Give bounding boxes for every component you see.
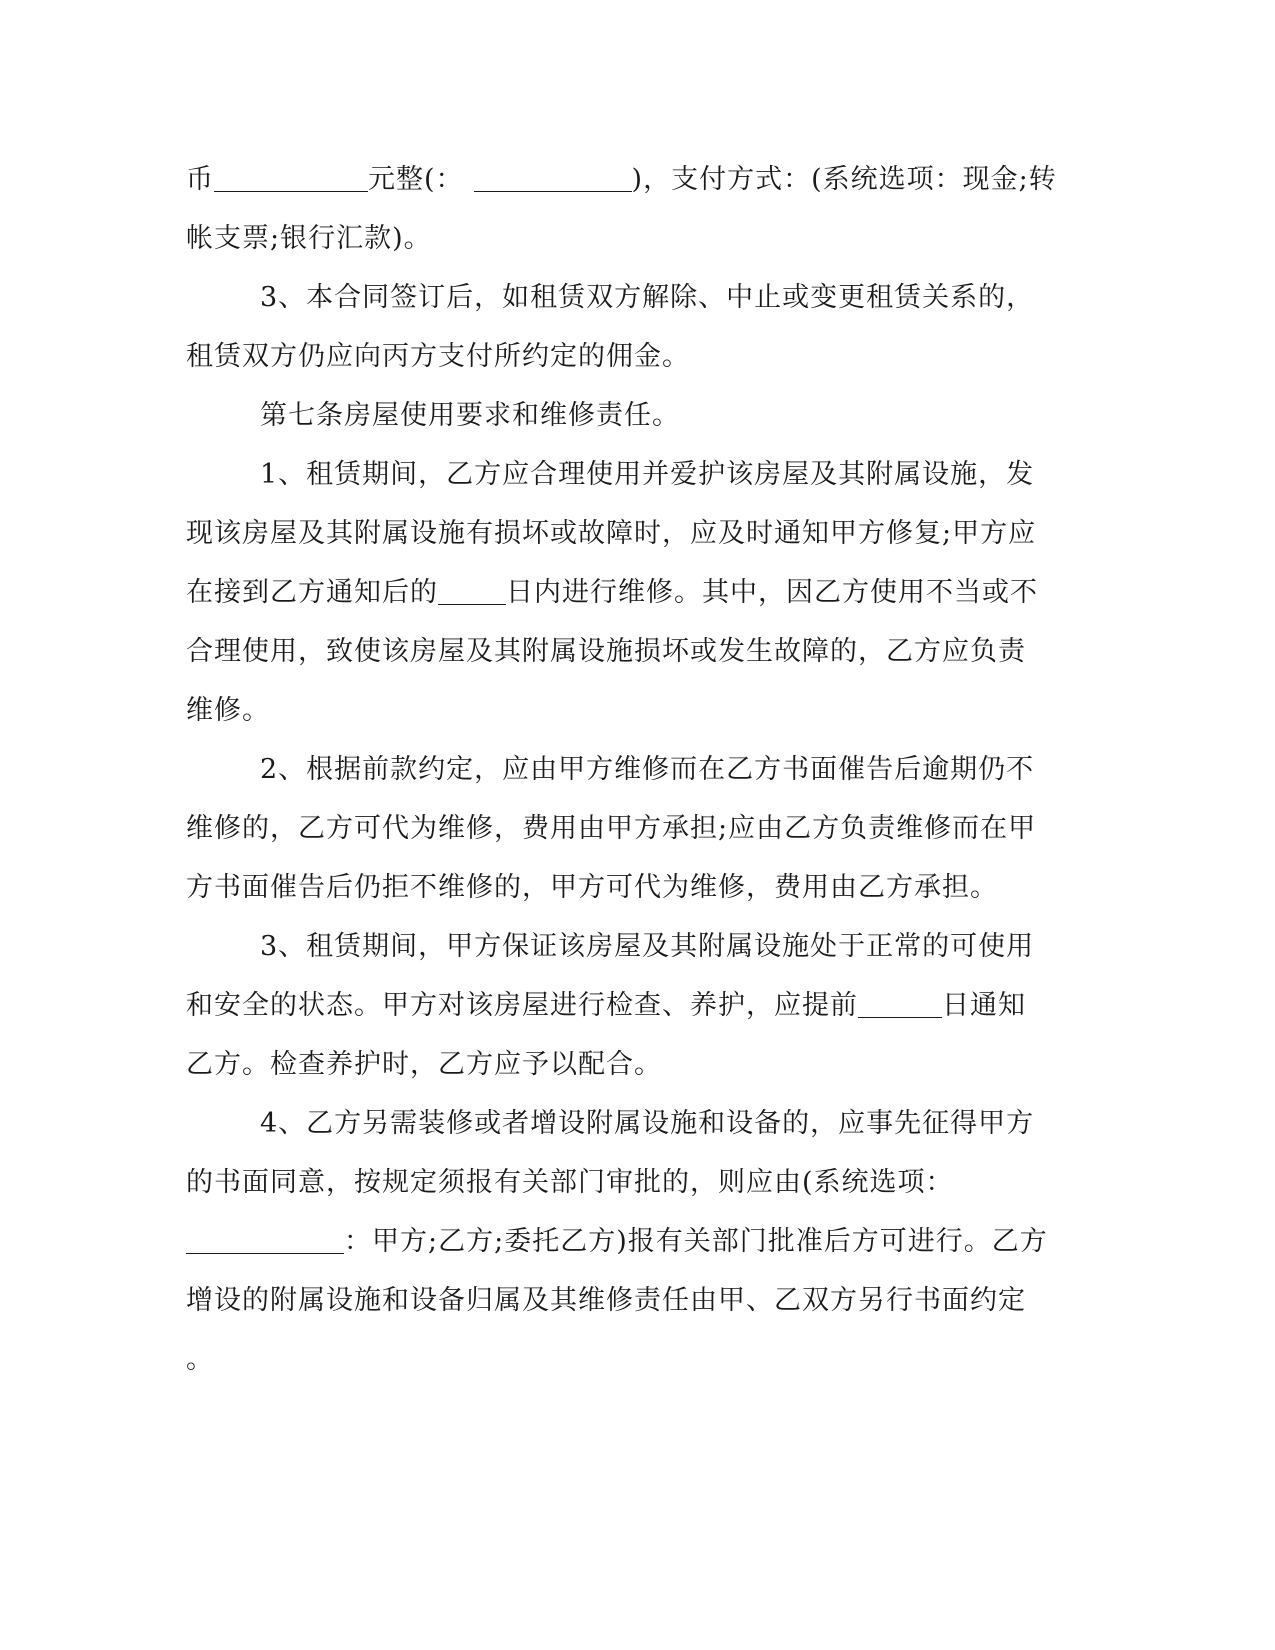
paragraph-5-line-3: [186, 1045, 662, 1085]
text: 增设的附属设施和设备归属及其维修责任由甲、乙双方另行书面约定: [186, 1285, 1026, 1316]
text: 和安全的状态。甲方对该房屋进行检查、养护，应提前: [186, 990, 858, 1021]
text: 现该房屋及其附属设施有损坏或故障时，应及时通知甲方修复;甲方应: [186, 518, 1037, 549]
text: 合理使用，致使该房屋及其附属设施损坏或发生故障的，乙方应负责: [186, 636, 1026, 667]
text: 3、本合同签订后，如租赁双方解除、中止或变更租赁关系的，: [260, 282, 1035, 313]
paragraph-6-line-2: [186, 1163, 954, 1203]
text: 1、租赁期间，乙方应合理使用并爱护该房屋及其附属设施，发: [260, 459, 1035, 490]
blank-field-repair-days: [438, 576, 506, 605]
paragraph-4-line-3: [186, 868, 998, 908]
text: 日通知: [942, 990, 1026, 1021]
paragraph-1-line-2: [186, 219, 432, 259]
paragraph-3-line-3: [186, 573, 1038, 613]
paragraph-3-line-4: [186, 632, 1026, 672]
paragraph-1-line-1: [186, 160, 1057, 200]
blank-field-approval-party: [186, 1225, 344, 1254]
paragraph-6-line-1: [260, 1104, 1034, 1144]
paragraph-3-line-1: [260, 455, 1034, 495]
text: 4、乙方另需装修或者增设附属设施和设备的，应事先征得甲方: [260, 1108, 1035, 1139]
text: 的书面同意，按规定须报有关部门审批的，则应由(系统选项：: [186, 1167, 954, 1198]
paragraph-5-line-1: [260, 927, 1034, 967]
paragraph-2-line-2: [186, 337, 690, 377]
section-heading: [260, 396, 680, 436]
paragraph-3-line-5: [186, 691, 270, 731]
text: 2、根据前款约定，应由甲方维修而在乙方书面催告后逾期仍不: [260, 754, 1035, 785]
text: 日内进行维修。其中，因乙方使用不当或不: [506, 577, 1038, 608]
paragraph-3-line-2: [186, 514, 1036, 554]
text: 在接到乙方通知后的: [186, 577, 438, 608]
text: 维修。: [186, 695, 270, 726]
text: 乙方。检查养护时，乙方应予以配合。: [186, 1049, 662, 1080]
text: 第七条房屋使用要求和维修责任。: [260, 400, 680, 431]
paragraph-2-line-1: [260, 278, 1034, 318]
blank-field-amount-words: [214, 163, 368, 192]
paragraph-4-line-1: [260, 750, 1034, 790]
text: )，支付方式：(系统选项：现金;转: [631, 164, 1057, 195]
paragraph-6-line-4: [186, 1281, 1026, 1321]
text: 。: [186, 1344, 214, 1375]
paragraph-6-line-3: [186, 1222, 1048, 1262]
text: 3、租赁期间，甲方保证该房屋及其附属设施处于正常的可使用: [260, 931, 1035, 962]
paragraph-6-line-5: [186, 1340, 214, 1380]
text: ：甲方;乙方;委托乙方)报有关部门批准后方可进行。乙方: [344, 1226, 1048, 1257]
blank-field-notice-days: [858, 989, 942, 1018]
paragraph-4-line-2: [186, 809, 1036, 849]
text: 元整(：: [368, 164, 464, 195]
blank-field-amount-figures: [474, 163, 632, 192]
text: 方书面催告后仍拒不维修的，甲方可代为维修，费用由乙方承担。: [186, 872, 998, 903]
paragraph-5-line-2: [186, 986, 1026, 1026]
text: 租赁双方仍应向丙方支付所约定的佣金。: [186, 341, 690, 372]
text: 维修的，乙方可代为维修，费用由甲方承担;应由乙方负责维修而在甲: [186, 813, 1037, 844]
text: 币: [186, 164, 214, 195]
text: 帐支票;银行汇款)。: [186, 223, 432, 254]
